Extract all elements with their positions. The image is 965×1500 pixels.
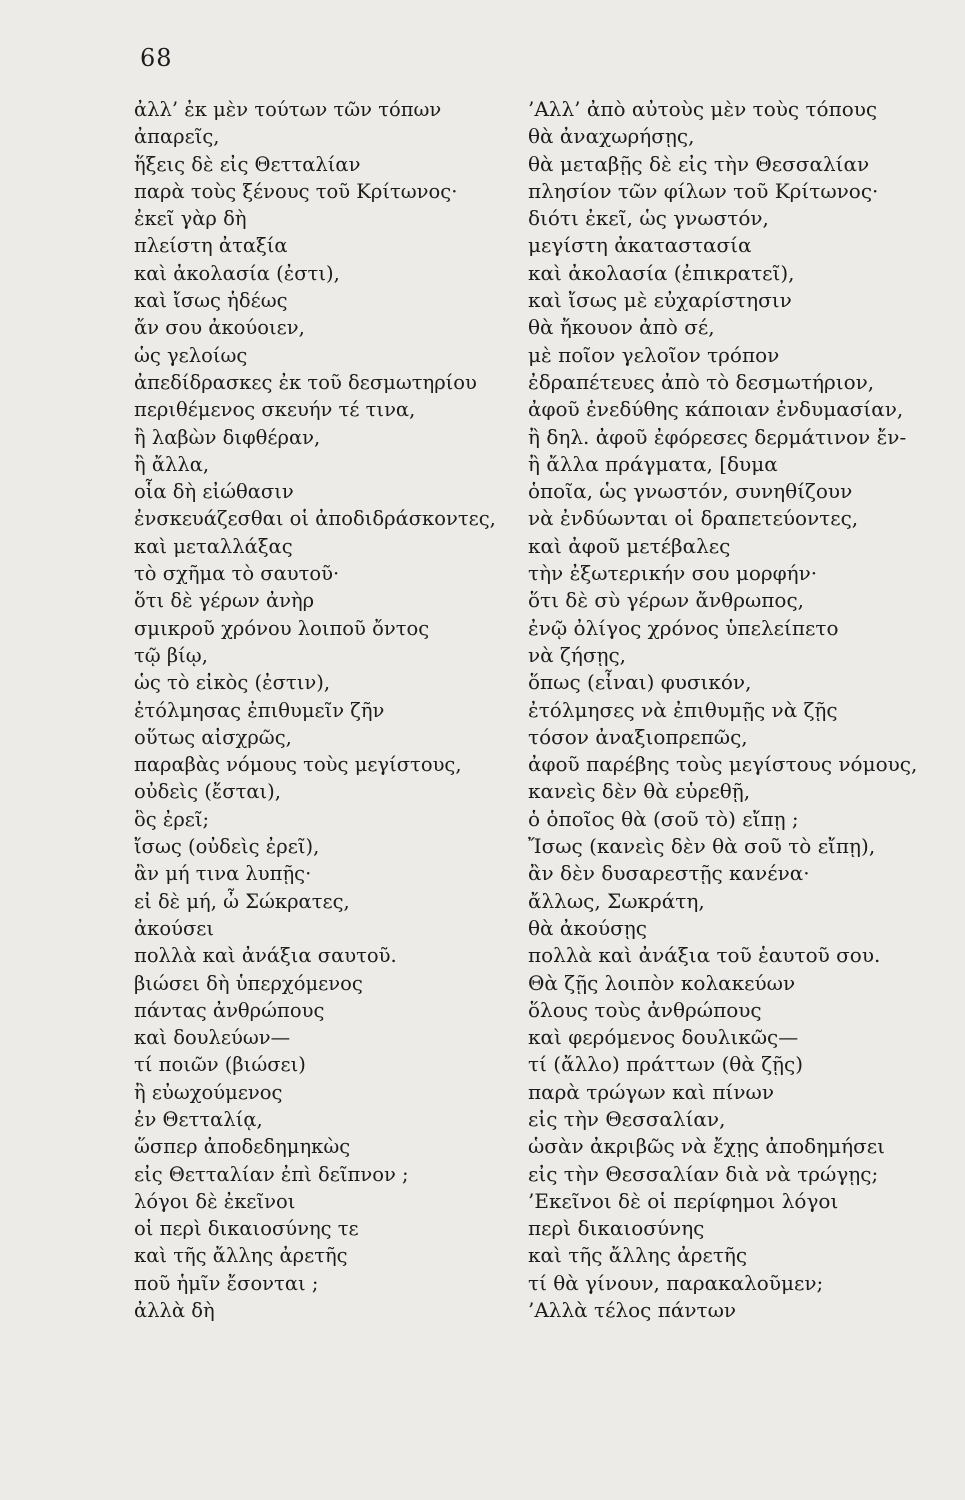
ancient-text-line: βιώσει δὴ ὑπερχόμενος bbox=[134, 971, 363, 995]
modern-text-line: ἀφοῦ παρέβης τοὺς μεγίστους νόμους, bbox=[528, 752, 918, 777]
ancient-text-line: ἀπαρεῖς, bbox=[134, 125, 220, 149]
modern-text-line: θὰ μεταβῇς δὲ εἰς τὴν Θεσσαλίαν bbox=[528, 151, 870, 176]
ancient-text-line: ἀπεδίδρασκες ἐκ τοῦ δεσμωτηρίου bbox=[134, 370, 477, 394]
modern-text-line: ’Εκεῖνοι δὲ οἱ περίφημοι λόγοι bbox=[528, 1188, 839, 1213]
ancient-text-line: οὕτως αἰσχρῶς, bbox=[134, 725, 292, 749]
modern-text-line: ἐνῷ ὀλίγος χρόνος ὑπελείπετο bbox=[528, 615, 839, 640]
ancient-text-line: καὶ τῆς ἄλλης ἀρετῆς bbox=[134, 1244, 348, 1268]
modern-text-line: ἢ ἄλλα πράγματα, [δυμα bbox=[528, 451, 778, 476]
ancient-text-line: τί ποιῶν (βιώσει) bbox=[134, 1053, 306, 1077]
modern-text-line: ἂν δὲν δυσαρεστῇς κανένα· bbox=[528, 861, 810, 886]
ancient-text-line: ὥσπερ ἀποδεδημηκὼς bbox=[134, 1135, 351, 1159]
ancient-text-line: πάντας ἀνθρώπους bbox=[134, 998, 325, 1022]
modern-text-line: εἰς τὴν Θεσσαλίαν διὰ νὰ τρώγῃς; bbox=[528, 1161, 879, 1186]
modern-text-line: παρὰ τρώγων καὶ πίνων bbox=[528, 1079, 774, 1104]
ancient-text-line: ἀλλὰ δὴ bbox=[134, 1299, 215, 1323]
ancient-text-line: ἢ λαβὼν διφθέραν, bbox=[134, 425, 321, 449]
modern-text-line: ὅπως (εἶναι) φυσικόν, bbox=[528, 670, 752, 695]
ancient-text-line: ὡς τὸ εἰκὸς (ἐστιν), bbox=[134, 671, 331, 695]
modern-text-line: εἰς τὴν Θεσσαλίαν, bbox=[528, 1106, 726, 1131]
modern-text-line: τὴν ἐξωτερικήν σου μορφήν· bbox=[528, 561, 818, 586]
modern-text-line: ἢ δηλ. ἀφοῦ ἐφόρεσες δερμάτινον ἔν- bbox=[528, 424, 907, 449]
ancient-text-line: ὃς ἐρεῖ; bbox=[134, 807, 210, 831]
modern-text-line: ἄλλως, Σωκράτη, bbox=[528, 888, 705, 913]
ancient-text-line: ἐτόλμησας ἐπιθυμεῖν ζῆν bbox=[134, 698, 385, 722]
ancient-text-line: καὶ δουλεύων— bbox=[134, 1026, 291, 1050]
ancient-text-line: ἴσως (οὐδεὶς ἐρεῖ), bbox=[134, 835, 320, 859]
modern-text-line: ὅλους τοὺς ἀνθρώπους bbox=[528, 997, 762, 1022]
ancient-text-line: ὡς γελοίως bbox=[134, 343, 248, 367]
ancient-text-line: παρὰ τοὺς ξένους τοῦ Κρίτωνος· bbox=[134, 179, 458, 203]
ancient-text-line: τῷ βίῳ, bbox=[134, 643, 208, 667]
modern-text-line: θὰ ἀναχωρήσῃς, bbox=[528, 124, 695, 149]
modern-text-line: ’Αλλὰ τέλος πάντων bbox=[528, 1298, 737, 1323]
modern-text-line: καὶ ἀφοῦ μετέβαλες bbox=[528, 533, 731, 558]
modern-text-line: ὡσὰν ἀκριβῶς νὰ ἔχῃς ἀποδημήσει bbox=[528, 1134, 885, 1159]
ancient-text-line: οὐδεὶς (ἔσται), bbox=[134, 780, 281, 804]
ancient-text-line: καὶ μεταλλάξας bbox=[134, 534, 293, 558]
ancient-text-line: ἂν μή τινα λυπῇς· bbox=[134, 862, 312, 886]
ancient-greek-column bbox=[134, 96, 514, 1324]
modern-text-line: μὲ ποῖον γελοῖον τρόπον bbox=[528, 342, 780, 367]
ancient-text-line: τὸ σχῆμα τὸ σαυτοῦ· bbox=[134, 562, 340, 586]
ancient-text-line: ἢ ἄλλα, bbox=[134, 452, 210, 476]
ancient-text-line: ἀκούσει bbox=[134, 916, 215, 940]
modern-text-line: περὶ δικαιοσύνης bbox=[528, 1216, 705, 1241]
modern-text-line: ’Αλλ’ ἀπὸ αὐτοὺς μὲν τοὺς τόπους bbox=[528, 97, 878, 121]
modern-text-line: Θὰ ζῇς λοιπὸν κολακεύων bbox=[528, 970, 796, 995]
modern-text-line: ἐτόλμησες νὰ ἐπιθυμῇς νὰ ζῇς bbox=[528, 697, 838, 722]
ancient-text-line: παραβὰς νόμους τοὺς μεγίστους, bbox=[134, 753, 462, 777]
ancient-text-line: ποῦ ἡμῖν ἔσονται ; bbox=[134, 1271, 319, 1295]
ancient-text-line: καὶ ἀκολασία (ἐστι), bbox=[134, 261, 340, 285]
modern-text-line: Ἴσως (κανεὶς δὲν θὰ σοῦ τὸ εἴπῃ), bbox=[528, 834, 876, 859]
modern-text-line: πλησίον τῶν φίλων τοῦ Κρίτωνος· bbox=[528, 178, 879, 203]
modern-text-line: θὰ ἀκούσῃς bbox=[528, 915, 647, 940]
modern-text-line: τόσον ἀναξιοπρεπῶς, bbox=[528, 724, 748, 749]
ancient-text-line: ἢ εὐωχούμενος bbox=[134, 1080, 283, 1104]
modern-text-line: ἀφοῦ ἐνεδύθης κάποιαν ἐνδυμασίαν, bbox=[528, 397, 904, 422]
ancient-text-line: λόγοι δὲ ἐκεῖνοι bbox=[134, 1189, 296, 1213]
ancient-text-line: οἷα δὴ εἰώθασιν bbox=[134, 480, 294, 504]
modern-text-line: κανεὶς δὲν θὰ εὑρεθῇ, bbox=[528, 779, 751, 804]
ancient-text-line: ἐνσκευάζεσθαι οἱ ἀποδιδράσκοντες, bbox=[134, 507, 496, 531]
ancient-text-line: σμικροῦ χρόνου λοιποῦ ὄντος bbox=[134, 616, 430, 640]
ancient-text-line: πλείστη ἀταξία bbox=[134, 234, 288, 258]
ancient-text-line: οἱ περὶ δικαιοσύνης τε bbox=[134, 1217, 359, 1241]
ancient-text-line: ἀλλ’ ἐκ μὲν τούτων τῶν τόπων bbox=[134, 98, 442, 121]
ancient-text-line: ὅτι δὲ γέρων ἀνὴρ bbox=[134, 589, 315, 613]
modern-text-line: ὁποῖα, ὡς γνωστόν, συνηθίζουν bbox=[528, 479, 853, 504]
ancient-text-line: ἄν σου ἀκούοιεν, bbox=[134, 316, 305, 340]
ancient-text-line: περιθέμενος σκευήν τέ τινα, bbox=[134, 398, 416, 422]
ancient-text-line: ἐκεῖ γὰρ δὴ bbox=[134, 207, 247, 231]
modern-text-line: τί (ἄλλο) πράττων (θὰ ζῇς) bbox=[528, 1052, 804, 1077]
modern-text-line: τί θὰ γίνουν, παρακαλοῦμεν; bbox=[528, 1270, 824, 1295]
page-number: 68 bbox=[140, 44, 173, 72]
ancient-text-line: καὶ ἴσως ἡδέως bbox=[134, 289, 288, 313]
modern-text-line: καὶ ἴσως μὲ εὐχαρίστησιν bbox=[528, 288, 792, 313]
ancient-text-line: εἰς Θετταλίαν ἐπὶ δεῖπνον ; bbox=[134, 1162, 409, 1186]
ancient-text-line: ἐν Θετταλίᾳ, bbox=[134, 1107, 263, 1131]
modern-text-line: ὁ ὁποῖος θὰ (σοῦ τὸ) εἴπῃ ; bbox=[528, 806, 799, 831]
modern-greek-column bbox=[528, 96, 958, 1324]
modern-text-line: ὅτι δὲ σὺ γέρων ἄνθρωπος, bbox=[528, 588, 805, 613]
modern-text-line: ἐδραπέτευες ἀπὸ τὸ δεσμωτήριον, bbox=[528, 369, 875, 394]
modern-text-line: νὰ ζήσῃς, bbox=[528, 642, 627, 667]
modern-text-line: καὶ ἀκολασία (ἐπικρατεῖ), bbox=[528, 260, 795, 285]
modern-text-line: θὰ ἤκουον ἀπὸ σέ, bbox=[528, 315, 715, 340]
ancient-text-line: ἥξεις δὲ εἰς Θετταλίαν bbox=[134, 152, 361, 176]
modern-text-line: διότι ἐκεῖ, ὡς γνωστόν, bbox=[528, 206, 769, 231]
ancient-text-line: εἰ δὲ μή, ὦ Σώκρατες, bbox=[134, 889, 350, 913]
modern-text-line: νὰ ἐνδύωνται οἱ δραπετεύοντες, bbox=[528, 506, 859, 531]
modern-text-line: καὶ τῆς ἄλλης ἀρετῆς bbox=[528, 1243, 748, 1268]
modern-text-line: πολλὰ καὶ ἀνάξια τοῦ ἑαυτοῦ σου. bbox=[528, 943, 881, 968]
modern-text-line: καὶ φερόμενος δουλικῶς— bbox=[528, 1025, 799, 1050]
ancient-text-line: πολλὰ καὶ ἀνάξια σαυτοῦ. bbox=[134, 944, 397, 968]
modern-text-line: μεγίστη ἀκαταστασία bbox=[528, 233, 752, 258]
